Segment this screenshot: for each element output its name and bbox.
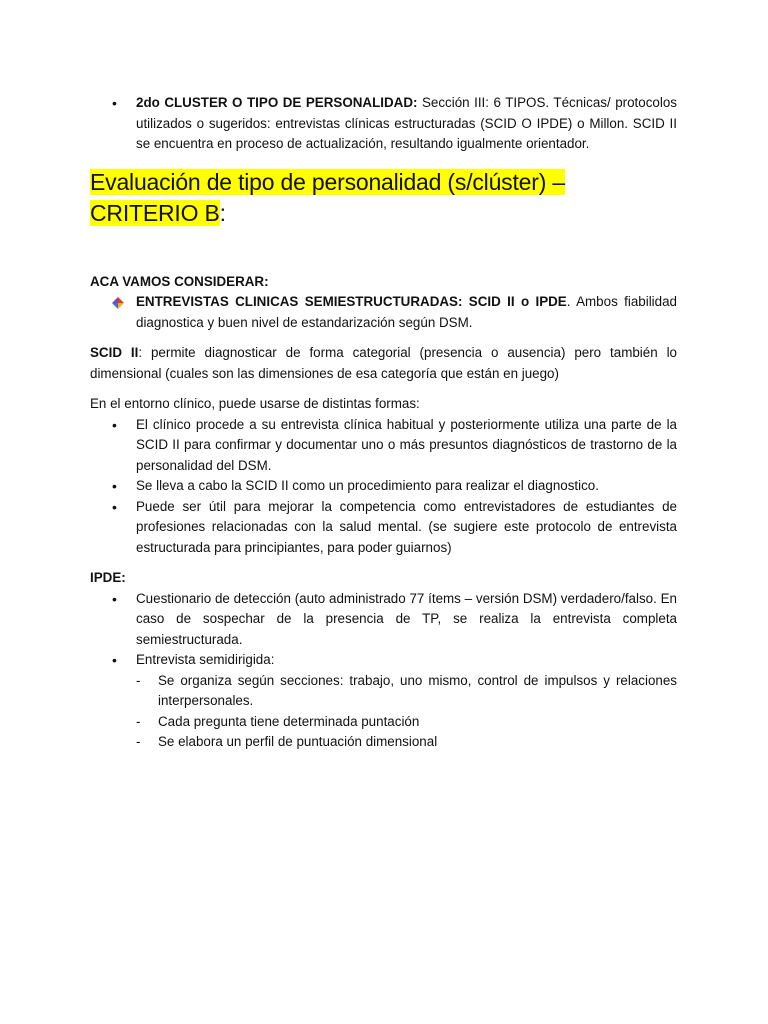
list-item-text: El clínico procede a su entrevista clínica habitual y posteriormente utiliza una parte de la SCID II para confirmar y documentar uno o más presuntos diagnósticos de trastorno de la personalidad del DSM. [136,416,677,473]
bullet-icon: • [112,416,117,433]
scid-label: SCID II [90,345,139,360]
section-heading [90,167,677,229]
heading-title: Evaluación de tipo de personalidad (s/clúster) – CRITERIO B [90,168,565,226]
scid-paragraph [90,343,677,384]
cluster-text: Sección III: 6 TIPOS. Técnicas/ protocolos utilizados o sugeridos: entrevistas clínicas estructuradas (SCID O IPDE) o Millon. SCID II se encuentra en proceso de actualización, resultando igualmente orientador. [136,95,677,151]
dash-icon: - [136,672,141,688]
bullet-icon: • [112,498,117,515]
ipde-label: IPDE: [90,570,126,585]
list-item-text: Cuestionario de detección (auto administrado 77 ítems – versión DSM) verdadero/falso. En caso de sospechar de la presencia de TP, se realiza la entrevista completa semiestructurada. [136,590,677,647]
interviews-text: . Ambos fiabilidad diagnostica y buen nivel de estandarización según DSM. [136,294,677,330]
aca-label: ACA VAMOS CONSIDERAR: [90,273,269,289]
ipde-sublist [90,671,677,753]
cluster-label: 2do CLUSTER O TIPO DE PERSONALIDAD: [136,95,418,110]
heading-colon: : [219,199,227,226]
intro-list [90,93,677,155]
sublist-item-text: Se organiza según secciones: trabajo, uno mismo, control de impulsos y relaciones interpersonales. [158,672,677,708]
list-item-text: Puede ser útil para mejorar la competencia como entrevistadores de estudiantes de profesiones relacionadas con la salud mental. (se sugiere este protocolo de entrevista estructurada para principiantes, para poder guiarnos) [136,498,677,555]
ipde-list [90,589,677,753]
bullet-icon: • [112,652,117,668]
sublist-item [136,671,677,712]
multicolor-arrow-bullet-icon [112,297,124,309]
arrow-list [90,292,677,333]
scid-text: : permite diagnosticar de forma categorial (presencia o ausencia) pero también lo dimensional (cuales son las dimensiones de esa categoría que están en juego) [90,345,677,381]
bullet-icon: • [112,95,117,111]
list-item [90,415,677,477]
bullet-icon: • [112,590,117,607]
list-item-text: Se lleva a cabo la SCID II como un procedimiento para realizar el diagnostico. [136,478,599,493]
list-item [90,589,677,651]
list-item [90,476,677,497]
list-item [90,497,677,559]
dash-icon: - [136,713,141,729]
list-item [90,292,677,333]
bullet-icon: • [112,478,117,494]
sublist-item [136,732,677,753]
list-item [90,93,677,155]
document-page [90,93,677,753]
dash-icon: - [136,734,141,749]
scid-uses-list [90,415,677,559]
sublist-item-text: Cada pregunta tiene determinada puntación [158,713,420,729]
list-item-text: Entrevista semidirigida: [136,652,275,667]
sublist-item [136,712,677,733]
list-item [90,650,677,753]
interviews-label: ENTREVISTAS CLINICAS SEMIESTRUCTURADAS: SCID II o IPDE [136,294,567,309]
entorno-paragraph: En el entorno clínico, puede usarse de distintas formas: [90,396,420,411]
sublist-item-text: Se elabora un perfil de puntuación dimensional [158,734,438,749]
